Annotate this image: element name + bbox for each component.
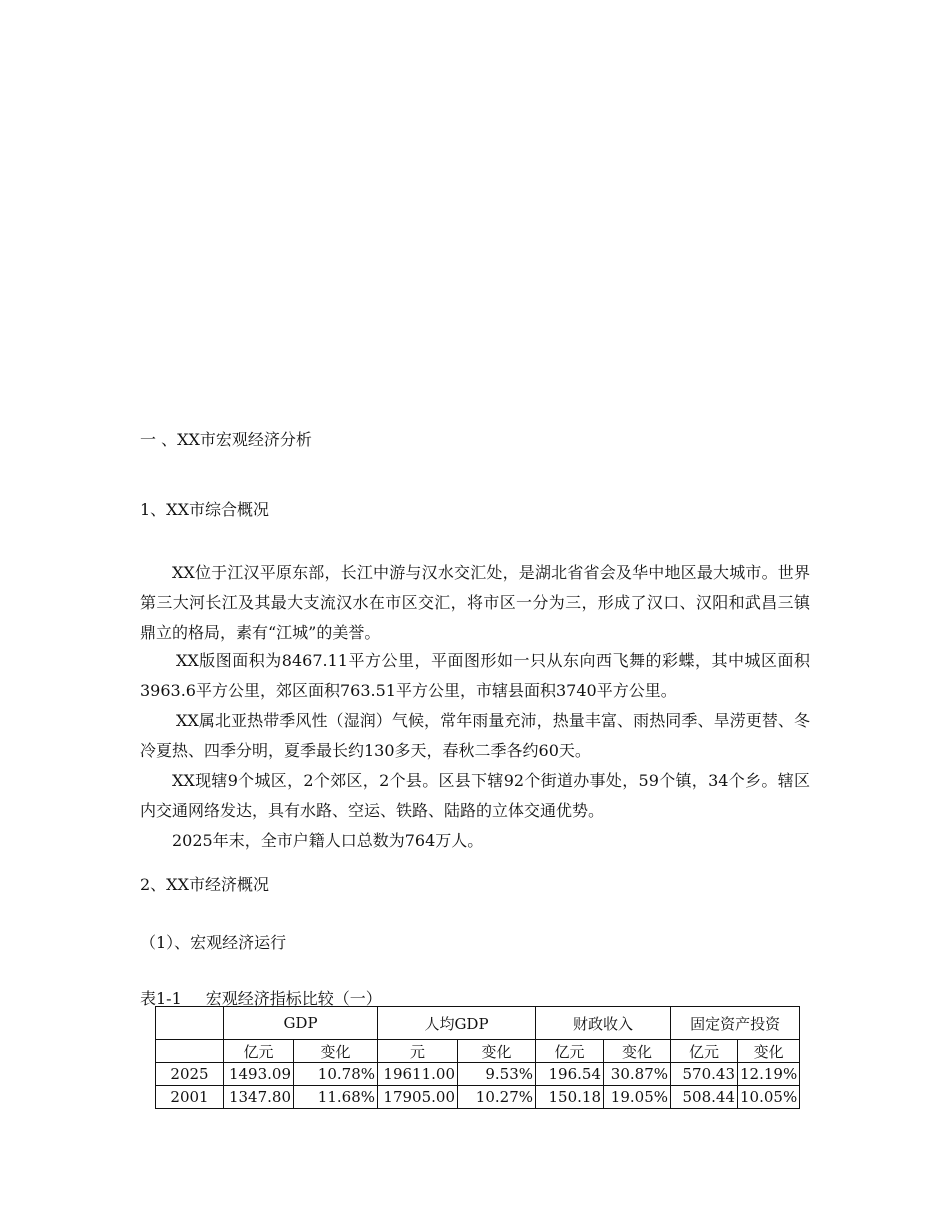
subsection-title-macro-operation: （1）、宏观经济运行 [140,933,287,952]
table-subheader: 亿元 [536,1040,604,1063]
section-title-overview: 1、XX市综合概况 [140,500,269,519]
table-subheader: 变化 [458,1040,536,1063]
table-group-header: 固定资产投资 [671,1007,800,1040]
table-corner-cell [156,1040,224,1063]
table-caption-title: 宏观经济指标比较（一） [205,989,382,1008]
table-cell: 11.68% [294,1086,378,1109]
table-cell: 19611.00 [378,1063,458,1086]
table-cell: 150.18 [536,1086,604,1109]
table-row [156,1063,800,1086]
paragraph-location: XX位于江汉平原东部，长江中游与汉水交汇处，是湖北省省会及华中地区最大城市。世界第三大河长江及其最大支流汉水在市区交汇，将市区一分为三，形成了汉口、汉阳和武昌三镇鼎立的格局，素有“江城”的美誉。 [140,563,810,642]
table-cell: 1493.09 [224,1063,294,1086]
macro-indicator-table [155,1006,800,1109]
table-subheader: 变化 [294,1040,378,1063]
table-cell: 19.05% [604,1086,671,1109]
table-cell: 196.54 [536,1063,604,1086]
table-subheader: 亿元 [224,1040,294,1063]
table-caption-number: 表1-1 [140,989,182,1008]
table-subheader-row [156,1040,800,1063]
table-subheader: 变化 [738,1040,800,1063]
section-heading-macro-analysis: 一 、XX市宏观经济分析 [140,430,312,449]
table-row-year: 2001 [156,1086,224,1109]
table-cell: 1347.80 [224,1086,294,1109]
table-cell: 9.53% [458,1063,536,1086]
table-row-year: 2025 [156,1063,224,1086]
paragraph-population: 2025年末，全市户籍人口总数为764万人。 [172,831,484,850]
paragraph-area: XX版图面积为8467.11平方公里，平面图形如一只从东向西飞舞的彩蝶，其中城区面积3963.6平方公里，郊区面积763.51平方公里，市辖县面积3740平方公里。 [140,651,810,700]
table-cell: 10.78% [294,1063,378,1086]
table-subheader: 亿元 [671,1040,738,1063]
table-group-header: GDP [224,1007,378,1040]
table-group-header: 财政收入 [536,1007,671,1040]
table-subheader: 元 [378,1040,458,1063]
table-group-header: 人均GDP [378,1007,536,1040]
paragraph-districts: XX现辖9个城区，2个郊区，2个县。区县下辖92个街道办事处，59个镇，34个乡。辖区内交通网络发达，具有水路、空运、铁路、陆路的立体交通优势。 [140,771,810,820]
table-cell: 570.43 [671,1063,738,1086]
section-title-economy: 2、XX市经济概况 [140,875,269,894]
table-cell: 17905.00 [378,1086,458,1109]
table-cell: 508.44 [671,1086,738,1109]
table-subheader: 变化 [604,1040,671,1063]
table-corner-cell [156,1007,224,1040]
table-cell: 10.05% [738,1086,800,1109]
table-cell: 30.87% [604,1063,671,1086]
table-cell: 10.27% [458,1086,536,1109]
table-cell: 12.19% [738,1063,800,1086]
paragraph-climate: XX属北亚热带季风性（湿润）气候，常年雨量充沛，热量丰富、雨热同季、旱涝更替、冬冷夏热、四季分明，夏季最长约130多天，春秋二季各约60天。 [140,711,810,760]
table-row [156,1086,800,1109]
table-group-header-row [156,1007,800,1040]
